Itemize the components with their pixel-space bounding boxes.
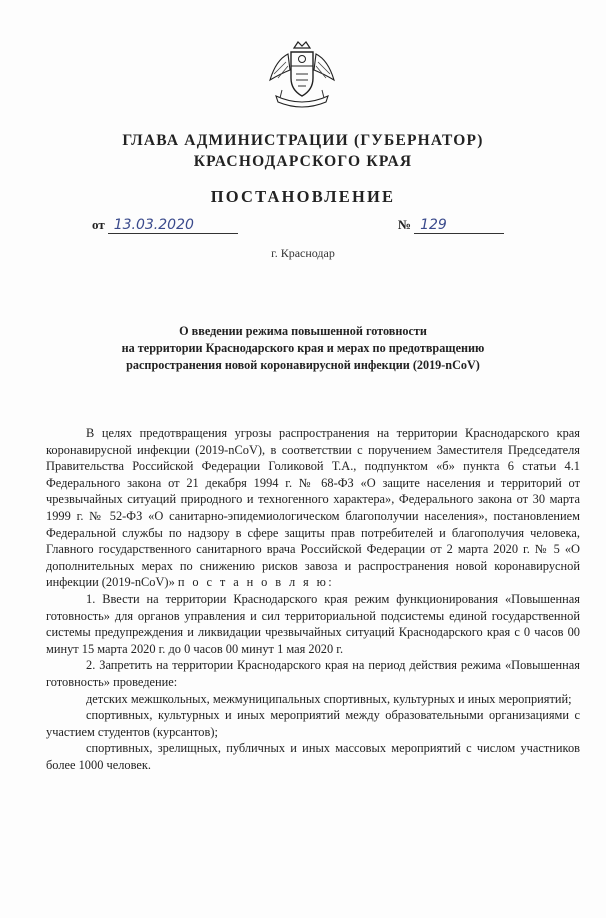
number-field [398, 217, 504, 234]
number-label: № [398, 217, 412, 232]
issuer-header [0, 130, 606, 172]
subject-line-2: на территории Краснодарского края и мерах по предотвращению [121, 341, 485, 355]
item-2-paragraph: 2. Запретить на территории Краснодарского края на период действия режима «Повышенная готовность» проведение: [46, 658, 580, 689]
date-field [92, 217, 238, 234]
subject-line-1: О введении режима повышенной готовности [179, 324, 427, 338]
preamble-text: В целях предотвращения угрозы распространения на территории Краснодарского края коронавирусной инфекции (2019-nCoV), в соответствии с поручением Заместителя Председателя Правительства Российской Федерации Голиковой Т.А., подпунктом «б» пункта 6 статьи 4.1 Федерального закона от 21 декабря 1994 г. № 68-ФЗ «О защите населения и территорий от чрезвычайных ситуаций природного и техногенного характера», Федерального закона от 30 марта 1999 г. № 52-ФЗ «О санитарно-эпидемиологическом благополучии населения», постановлением Федеральной службы по надзору в сфере защиты прав потребителей и благополучия человека, Главного государственного санитарного врача Российской Федерации от 2 марта 2020 г. № 5 «О дополнительных мерах по снижению рисков завоза и распространения новой коронавирусной инфекции (2019-nCoV)» [46, 426, 580, 590]
issuer-line-2: КРАСНОДАРСКОГО КРАЯ [193, 153, 413, 170]
item-2c-paragraph: спортивных, зрелищных, публичных и иных массовых мероприятий с числом участников более 1000 человек. [46, 741, 580, 772]
document-body [46, 425, 580, 773]
item-2a-paragraph: детских межшкольных, межмуниципальных спортивных, культурных и иных мероприятий; [86, 691, 572, 706]
city-line: г. Краснодар [271, 246, 335, 260]
handwritten-date: 13.03.2020 [108, 217, 238, 234]
item-2b-paragraph: спортивных, культурных и иных мероприятий между образовательными организациями с участием студентов (курсантов); [46, 708, 580, 739]
decree-word: п о с т а н о в л я ю: [177, 575, 335, 590]
coat-of-arms-emblem [262, 40, 342, 112]
handwritten-number: 129 [414, 217, 504, 234]
preamble-paragraph [46, 425, 580, 591]
subject-heading [60, 323, 546, 374]
item-1-paragraph: 1. Ввести на территории Краснодарского края режим функционирования «Повышенная готовность» для органов управления и сил территориальной подсистемы единой государственной системы предупреждения и ликвидации чрезвычайных ситуаций Краснодарского края с 0 часов 00 минут 15 марта 2020 г. до 0 часов 00 минут 1 мая 2020 г. [46, 591, 580, 656]
document-type-title: ПОСТАНОВЛЕНИЕ [210, 187, 396, 206]
issuer-line-1: ГЛАВА АДМИНИСТРАЦИИ (ГУБЕРНАТОР) [122, 132, 484, 149]
subject-line-3: распространения новой коронавирусной инфекции (2019-nCoV) [126, 358, 480, 372]
date-label: от [92, 217, 105, 232]
